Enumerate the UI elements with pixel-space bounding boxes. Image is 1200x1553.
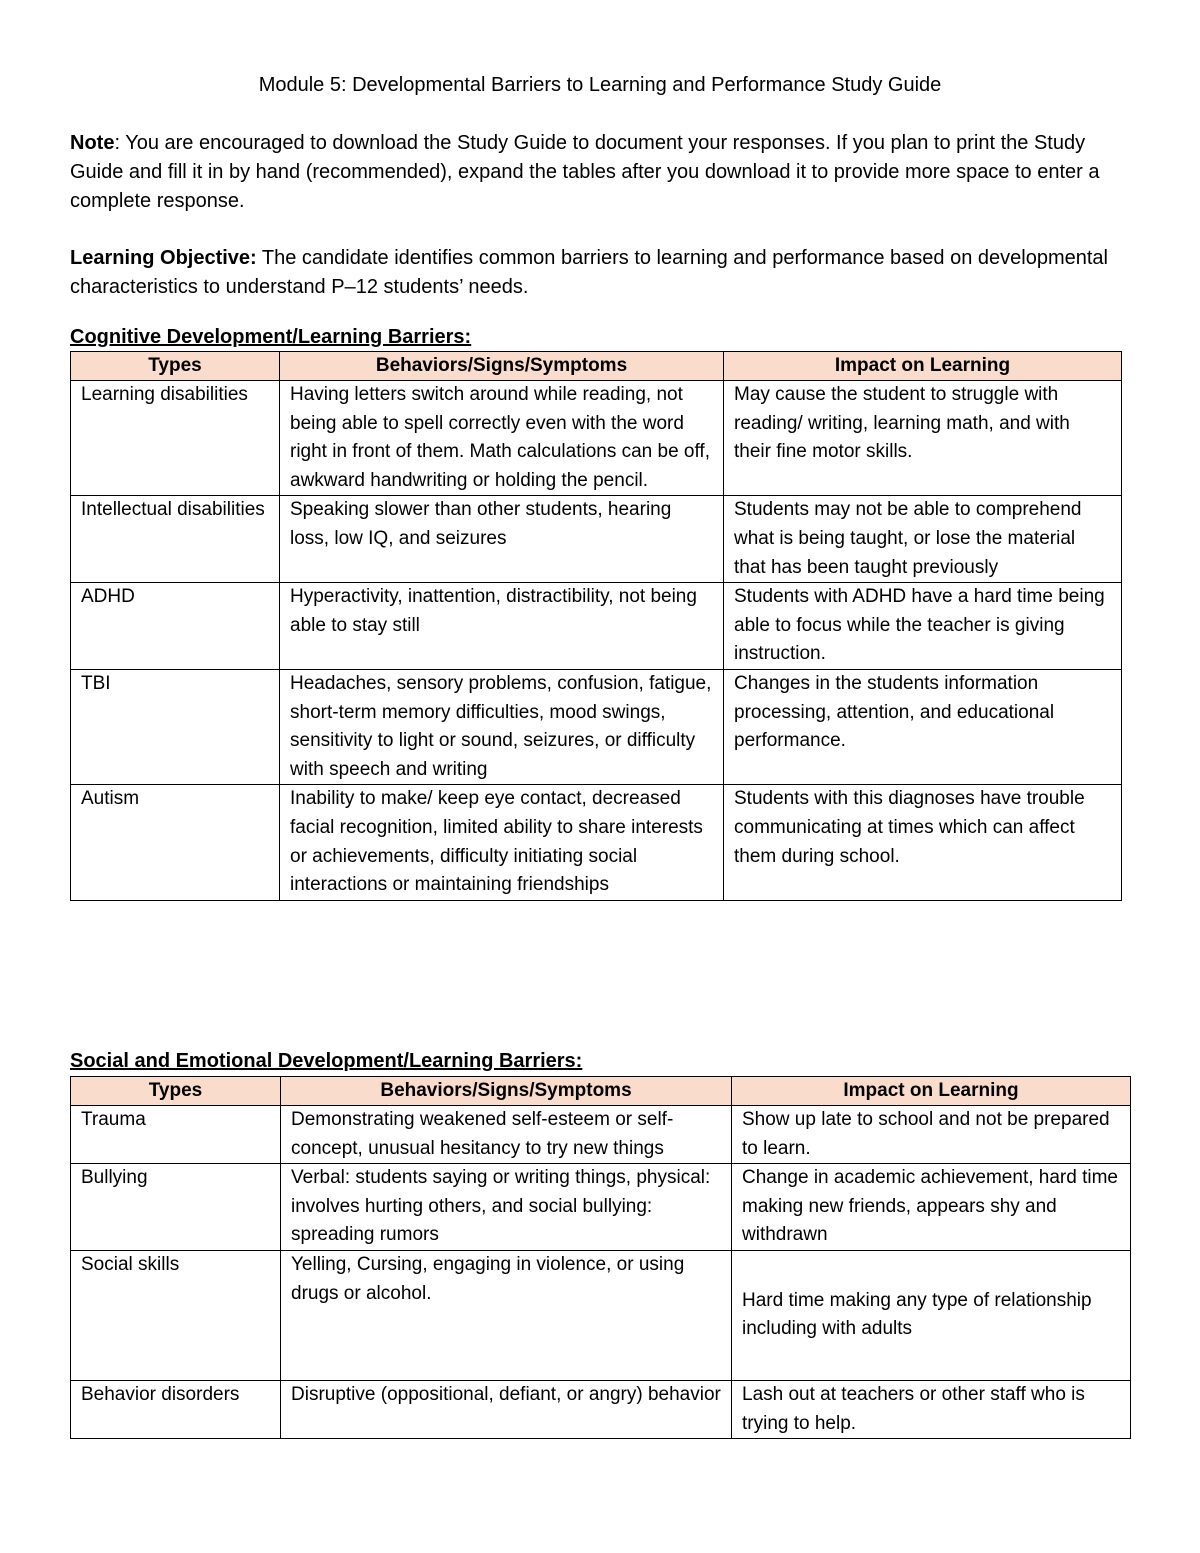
cell-behaviors: Inability to make/ keep eye contact, decreased facial recognition, limited ability to share interests or achievements, difficulty initiating social interactions or maintaining friendships — [280, 785, 724, 900]
cell-behaviors: Yelling, Cursing, engaging in violence, or using drugs or alcohol. — [281, 1250, 732, 1380]
cell-behaviors: Demonstrating weakened self-esteem or self-concept, unusual hesitancy to try new things — [281, 1106, 732, 1164]
table-row — [71, 1250, 1131, 1380]
header-impact: Impact on Learning — [724, 352, 1122, 381]
cell-type: Bullying — [71, 1164, 281, 1251]
cell-type: Learning disabilities — [71, 381, 280, 496]
cell-type: Trauma — [71, 1106, 281, 1164]
cell-type: Intellectual disabilities — [71, 496, 280, 583]
table-row — [71, 785, 1122, 900]
header-impact: Impact on Learning — [732, 1077, 1131, 1106]
cell-behaviors: Headaches, sensory problems, confusion, fatigue, short-term memory difficulties, mood swings, sensitivity to light or sound, seizures, or difficulty with speech and writing — [280, 669, 724, 784]
cell-impact: Show up late to school and not be prepared to learn. — [732, 1106, 1131, 1164]
cell-impact: Students may not be able to comprehend what is being taught, or lose the material that has been taught previously — [724, 496, 1122, 583]
cell-type: TBI — [71, 669, 280, 784]
cell-behaviors: Hyperactivity, inattention, distractibility, not being able to stay still — [280, 583, 724, 670]
cell-behaviors: Verbal: students saying or writing things, physical: involves hurting others, and social bullying: spreading rumors — [281, 1164, 732, 1251]
cell-behaviors: Having letters switch around while reading, not being able to spell correctly even with the word right in front of them. Math calculations can be off, awkward handwriting or holding the pencil. — [280, 381, 724, 496]
header-behaviors: Behaviors/Signs/Symptoms — [281, 1077, 732, 1106]
note-paragraph — [70, 129, 1130, 216]
objective-label: Learning Objective: — [70, 247, 257, 269]
social-emotional-barriers-table — [70, 1076, 1131, 1439]
learning-objective-paragraph — [70, 244, 1130, 302]
cognitive-heading: Cognitive Development/Learning Barriers: — [70, 326, 472, 348]
cell-type: Behavior disorders — [71, 1380, 281, 1438]
social-emotional-heading: Social and Emotional Development/Learning Barriers: — [70, 1050, 583, 1072]
cell-impact: Change in academic achievement, hard time making new friends, appears shy and withdrawn — [732, 1164, 1131, 1251]
cell-impact: Students with ADHD have a hard time being able to focus while the teacher is giving instruction. — [724, 583, 1122, 670]
cell-impact: Lash out at teachers or other staff who is trying to help. — [732, 1380, 1131, 1438]
table-row — [71, 496, 1122, 583]
cognitive-barriers-table — [70, 351, 1122, 901]
cell-type: Social skills — [71, 1250, 281, 1380]
header-types: Types — [71, 352, 280, 381]
header-behaviors: Behaviors/Signs/Symptoms — [280, 352, 724, 381]
cell-impact: Students with this diagnoses have trouble communicating at times which can affect them during school. — [724, 785, 1122, 900]
cell-impact: May cause the student to struggle with reading/ writing, learning math, and with their fine motor skills. — [724, 381, 1122, 496]
note-label: Note — [70, 132, 115, 154]
table-row — [71, 583, 1122, 670]
header-types: Types — [71, 1077, 281, 1106]
cell-behaviors: Disruptive (oppositional, defiant, or angry) behavior — [281, 1380, 732, 1438]
cell-behaviors: Speaking slower than other students, hearing loss, low IQ, and seizures — [280, 496, 724, 583]
table-row — [71, 1164, 1131, 1251]
table-row — [71, 1106, 1131, 1164]
note-text: : You are encouraged to download the Study Guide to document your responses. If you plan to print the Study Guide and fill it in by hand (recommended), expand the tables after you download it to provide more space to enter a complete response. — [70, 132, 1100, 212]
cell-impact: Hard time making any type of relationship including with adults — [732, 1250, 1131, 1380]
table-header-row — [71, 1077, 1131, 1106]
cell-type: ADHD — [71, 583, 280, 670]
table-row — [71, 381, 1122, 496]
objective-text: The candidate identifies common barriers to learning and performance based on developmental characteristics to understand P–12 students’ needs. — [70, 247, 1108, 298]
cell-type: Autism — [71, 785, 280, 900]
table-row — [71, 669, 1122, 784]
table-row — [71, 1380, 1131, 1438]
page-title: Module 5: Developmental Barriers to Learning and Performance Study Guide — [258, 74, 942, 96]
table-header-row — [71, 352, 1122, 381]
cell-impact: Changes in the students information processing, attention, and educational performance. — [724, 669, 1122, 784]
